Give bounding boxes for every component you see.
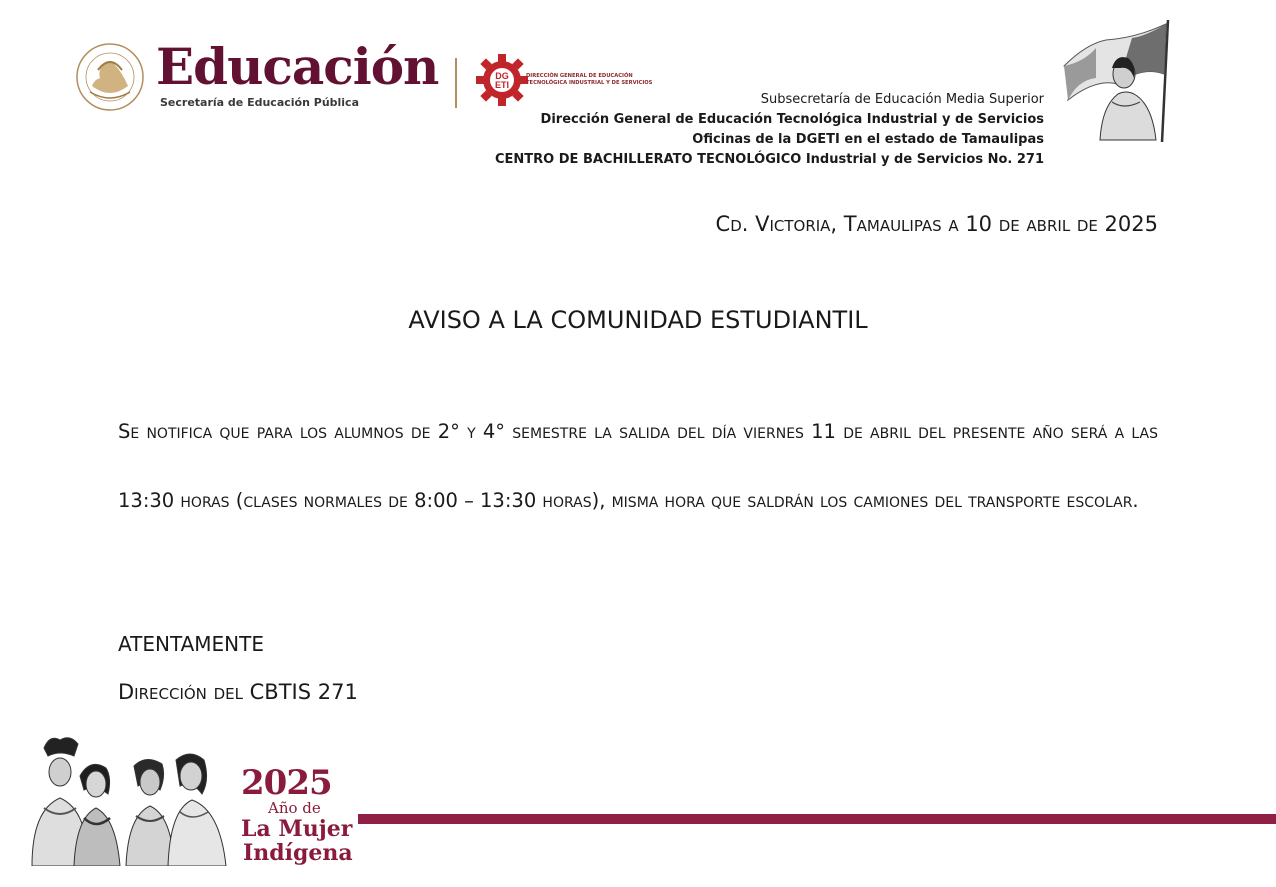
year-2025-label: 2025 bbox=[241, 763, 332, 803]
education-wordmark: Educación bbox=[156, 37, 439, 96]
year-of-label: Año de bbox=[268, 799, 321, 817]
sep-subtitle: Secretaría de Educación Pública bbox=[160, 96, 360, 109]
dgeti-name-line2: TECNOLÓGICA INDUSTRIAL Y DE SERVICIOS bbox=[526, 79, 653, 86]
institution-header bbox=[495, 90, 1044, 170]
signature-text: Dirección del CBTIS 271 bbox=[118, 680, 358, 704]
la-mujer-label: La Mujer bbox=[241, 816, 353, 842]
woman-with-flag-illustration bbox=[1056, 18, 1176, 144]
document-title: AVISO A LA COMUNIDAD ESTUDIANTIL bbox=[408, 306, 868, 334]
mexico-seal-icon bbox=[72, 42, 148, 112]
header-line-dgeti: Dirección General de Educación Tecnológica Industrial y de Servicios bbox=[540, 112, 1044, 127]
indigenous-women-illustration bbox=[16, 734, 232, 866]
svg-text:ETI: ETI bbox=[494, 80, 510, 90]
dgeti-name-line1: DIRECCIÓN GENERAL DE EDUCACIÓN bbox=[526, 73, 633, 79]
header-line-subsecretaria: Subsecretaría de Educación Media Superior bbox=[760, 92, 1044, 107]
notice-body: Se notifica que para los alumnos de 2° y 4° semestre la salida del día viernes 11 de abril del presente año será a las 13:30 horas (clases normales de 8:00 – 13:30 horas), misma hora que saldrán los camiones del transporte escolar. bbox=[118, 420, 1158, 512]
header-line-oficinas: Oficinas de la DGETI en el estado de Tamaulipas bbox=[692, 132, 1044, 147]
svg-text:DG: DG bbox=[495, 71, 509, 81]
logo-divider bbox=[455, 58, 457, 108]
document-date: Cd. Victoria, Tamaulipas a 10 de abril de 2025 bbox=[715, 212, 1158, 236]
indigena-label: Indígena bbox=[243, 840, 353, 866]
header-line-school: CENTRO DE BACHILLERATO TECNOLÓGICO Industrial y de Servicios No. 271 bbox=[494, 152, 1044, 167]
footer-bar bbox=[358, 814, 1276, 824]
dgeti-name bbox=[526, 73, 652, 86]
closing-text: ATENTAMENTE bbox=[118, 632, 264, 656]
